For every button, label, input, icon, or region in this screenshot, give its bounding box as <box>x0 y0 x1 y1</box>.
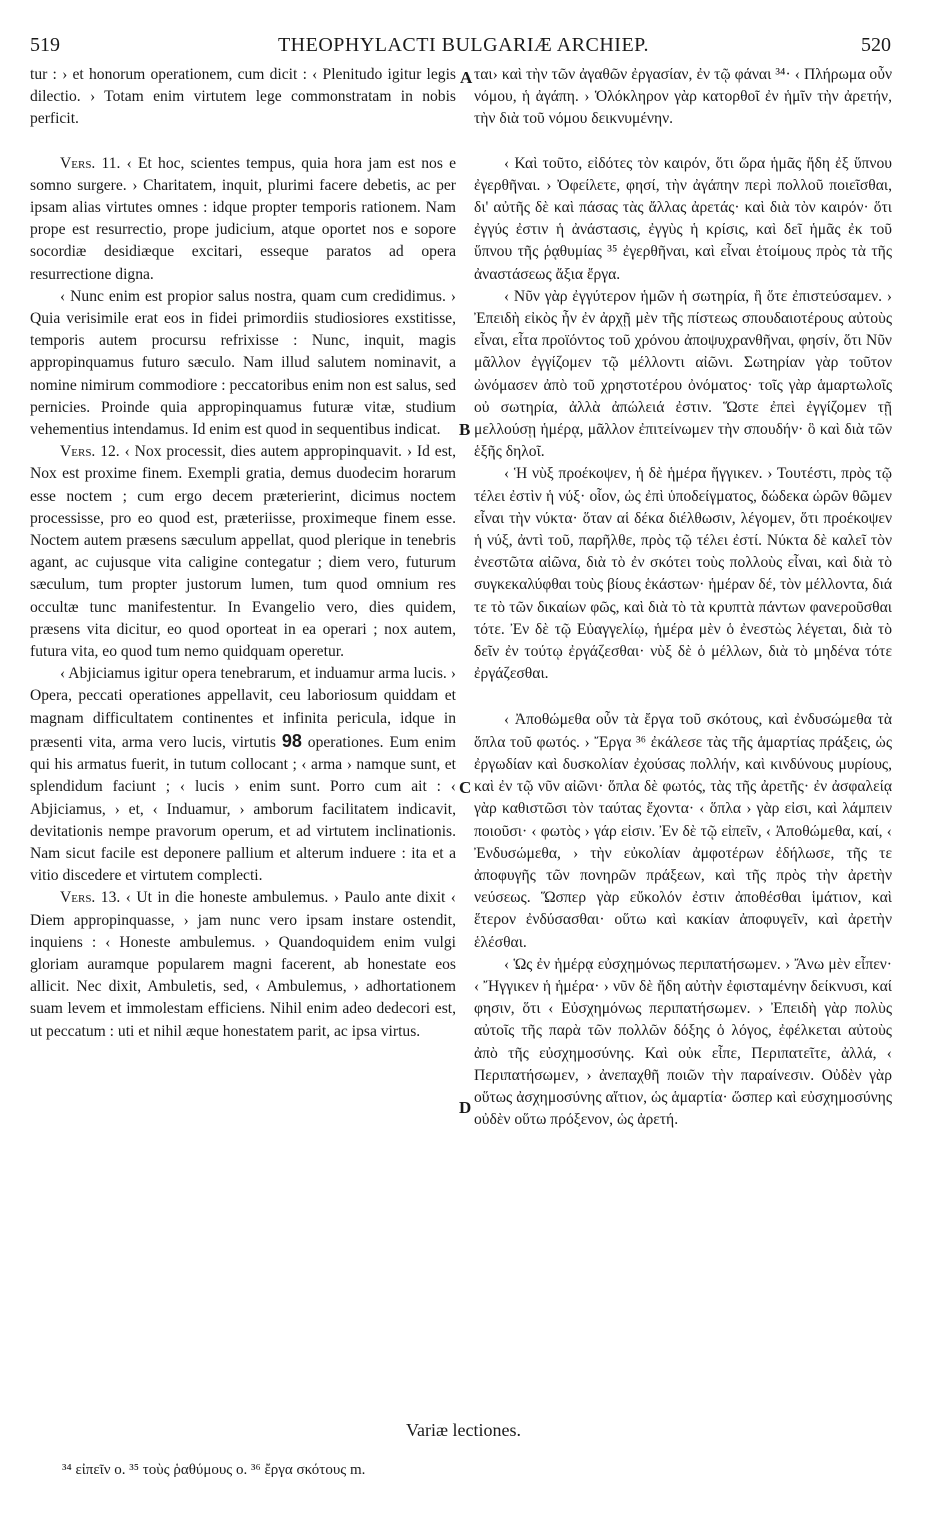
variant-footnotes: ³⁴ εἰπεῖν o. ³⁵ τοὺς ῥαθύμους o. ³⁶ ἔργα σκότους m. <box>62 1462 366 1478</box>
greek-paragraph-1: ται› καὶ τὴν τῶν ἀγαθῶν ἐργασίαν, ἐν τῷ φάναι ³⁴· ‹ Πλήρωμα οὖν νόμου, ἡ ἀγάπη. › Ὁλόκληρον γὰρ κατορθοῖ ἐν ἡμῖν τὴν ἀρετήν, τὴν διὰ τοῦ νόμου δεικνυμένην. <box>474 66 892 128</box>
verse-label-13: Vers. 13. <box>60 889 121 907</box>
variae-lectiones-heading: Variæ lectiones. <box>406 1420 521 1440</box>
greek-paragraph-2: ‹ Καὶ τοῦτο, εἰδότες τὸν καιρόν, ὅτι ὥρα ἡμᾶς ἤδη ἐξ ὕπνου ἐγερθῆναι. › Ὀφείλετε, φησί, τὴν ἀγάπην περὶ πολλοῦ ποιεῖσθαι, δι' αὐτῆς δὲ καὶ πάσας τὰς ἄλλας ἀρετάς· καὶ διὰ τὸν καιρόν· ὅτι ἐγγύς ἐστιν ἡ ἀνάστασις, ἐγγὺς ἡ κρίσις, καὶ δεῖ ἡμᾶς ἐκ τοῦ ὕπνου τῆς ῥᾳθυμίας ³⁵ ἐγερθῆναι, καὶ εἶναι ἑτοίμους πρὸς τὰ τῆς ἀναστάσεως ἄξια ἔργα. <box>474 154 892 283</box>
latin-paragraph-6-text: ‹ Ut in die honeste ambulemus. › Paulo ante dixit ‹ Diem appropinquasse, › jam nunc vero ipsam instare ostendit, inquiens : ‹ Honeste ambulemus. › Quandoquidem enim vulgi gloriam auramque popularem magni facerent, ab honestate eos allicit. Nec dixit, Ambuletis, sed, ‹ Ambulemus, › adhortationem suam levem et immolestam efficiens. Nihil enim adeo dedecori est, ut peccatum : uti et nihil æque honestatem parit, ac ipsa virtus. <box>30 889 456 1040</box>
latin-paragraph-4-text: ‹ Nox processit, dies autem appropinquavit. › Id est, Nox est proxime finem. Exempli gratia, demus duodecim horarum esse noctem ; cum ergo decem præterierint, dicimus noctem processisse, pro eo quod est, præteriisse, proximeque finem esse. Noctem autem præsens sæculum appellat, quod plerique in tenebris agant, ac cujusque vita caligine contegatur ; diem vero, futurum sæculum, tum propter justorum lumen, tum quod omnium res occultæ tunc manifestentur. In Evangelio vero, dies quidem, præsens vita dicitur, eo quod oporteat in ea operari ; nox autem, futura vita, eo quod tum nemo quidquam operetur. <box>30 443 456 661</box>
running-title: THEOPHYLACTI BULGARIÆ ARCHIEP. <box>277 34 650 56</box>
greek-paragraph-4: ‹ Ἡ νὺξ προέκοψεν, ἡ δὲ ἡμέρα ἤγγικεν. › Τουτέστι, πρὸς τῷ τέλει ἐστὶν ἡ νύξ· οἷον, ὡς ἐπὶ ὑποδείγματος, δώδεκα ὡρῶν θῶμεν εἶναι τὴν νύκτα· ὅταν αἱ δέκα διέλθωσιν, λέγομεν, ὅτι προέκοψεν ἡ νύξ, ἀντὶ τοῦ, παρῆλθε, πρὸς τῷ τέλει ἐστί. Νύκτα δὲ καλεῖ τὸν ἐνεστῶτα αἰῶνα, διὰ τὸ ἐν σκότει τοὺς πολλοὺς εἶναι, καὶ διὰ τὸ συγκεκαλύφθαι τοὺς βίους ἑκάστων· ἡμέραν δέ, τὸν μέλλοντα, διά τε τὸ τῶν δικαίων φῶς, καὶ διὰ τὸ τὰ κρυπτὰ πάντων φανεροῦσθαι τότε. Ἐν δὲ τῷ Εὐαγγελίῳ, ἡμέρα μὲν ὁ ἐνεστὼς λέγεται, διὰ τὸ δεῖν ἐν τούτῳ ἐργάζεσθαι· νὺξ δὲ ὁ μέλλων, διὰ τὸ μηδένα τότε ἐργάζεσθαι. <box>474 465 892 683</box>
margin-marker-d: D <box>459 1098 472 1117</box>
greek-paragraph-3: ‹ Νῦν γὰρ ἐγγύτερον ἡμῶν ἡ σωτηρία, ἢ ὅτε ἐπιστεύσαμεν. › Ἐπειδὴ εἰκὸς ἦν ἐν ἀρχῇ μὲν τῆς πίστεως σπουδαιοτέρους αὐτοὺς εἶναι, εἶτα προϊόντος τοῦ χρόνου ἀποψυχρανθῆναι, φησίν, ὅτι Νῦν μᾶλλον ἐγγίζομεν τῷ μέλλοντι αἰῶνι. Σωτηρίαν γὰρ τοῦτον ὠνόμασεν ἀπὸ τοῦ χρηστοτέρου ὀνόματος· τοῖς γὰρ ἁμαρτωλοῖς οὐ σωτηρία, ἀλλὰ ἀπώλειά ἐστιν. Ὥστε ἐπεὶ ἐγγίζομεν τῇ μελλούσῃ ἡμέρᾳ, μᾶλλον ἐπιτείνωμεν τὴν σπουδήν· ὃ καὶ διὰ τῶν ἑξῆς δηλοῖ. <box>474 287 892 461</box>
latin-paragraph-4 <box>30 441 456 663</box>
margin-marker-c: C <box>459 778 472 797</box>
latin-paragraph-1: tur : › et honorum operationem, cum dicit : ‹ Plenitudo igitur legis dilectio. › Totam enim virtutem lege commonstratam in nobis perficit. <box>30 66 456 128</box>
greek-paragraph-6: ‹ Ὡς ἐν ἡμέρᾳ εὐσχημόνως περιπατήσωμεν. › Ἄνω μὲν εἶπεν· ‹ Ἤγγικεν ἡ ἡμέρα· › νῦν δὲ ἤδη αὐτὴν ἐφισταμένην δείκνυσι, καί φησιν, ὅτι ‹ Εὐσχημόνως περιπατήσωμεν. › Ἐπειδὴ γὰρ πολὺς αὐτοῖς τῆς παρὰ τῶν πολλῶν δόξης ὁ λόγος, ἐφέλκεται αὐτοὺς ἀπὸ τῆς εὐσχημοσύνης. Καὶ οὐκ εἶπε, Περιπατεῖτε, ἀλλά, ‹ Περιπατήσωμεν, › ἀνεπαχθῆ ποιῶν τὴν παραίνεσιν. Οὐδὲν γὰρ οὕτως ἀσχημοσύνης αἴτιον, ὡς ἁμαρτία· ὥσπερ καὶ εὐσχημοσύνης οὐδὲν οὕτω πρόξενον, ὡς ἀρετή. <box>474 955 892 1129</box>
margin-marker-b: B <box>459 420 471 439</box>
verse-label-11: Vers. 11. <box>60 154 121 172</box>
greek-paragraph-5: ‹ Ἀποθώμεθα οὖν τὰ ἔργα τοῦ σκότους, καὶ ἐνδυσώμεθα τὰ ὅπλα τοῦ φωτός. › Ἔργα ³⁶ ἐκάλεσε τὰς τῆς ἁμαρτίας πράξεις, ὡς ἐργωδίαν καὶ δυσκολίαν ἐχούσας πολλήν, καὶ κινδύνους μυρίους, καὶ ἐν τῷ νῦν αἰῶνι· ὅπλα δὲ φωτός, τὰς τῆς ἀρετῆς· ἐν ἀσφαλείᾳ γὰρ καθιστῶσι τὸν ταύτας ἔχοντα· ‹ ὅπλα › γὰρ εἰσι, καὶ λάμπειν ποιοῦσι· ‹ φωτὸς › γάρ εἰσιν. Ἐν δὲ τῷ εἰπεῖν, ‹ Ἀποθώμεθα, καί, ‹ Ἐνδυσώμεθα, › τὴν εὐκολίαν ἀμφοτέρων ἐδήλωσε, τῆς τε ἀποφυγῆς τῶν πονηρῶν πράξεων, καὶ τῆς πρὸς τὴν ἀρετὴν νεύσεως. Ὥσπερ γὰρ εὔκολόν ἐστιν ἀποθέσθαι ἱμάτιον, καὶ ἕτερον ἐνδύσασθαι· οὕτω καὶ κακίαν ἀποφυγεῖν, καὶ ἀρετὴν ἑλέσθαι. <box>474 711 892 951</box>
greek-column <box>474 64 892 1131</box>
latin-paragraph-5a: ‹ Abjiciamus igitur opera tenebrarum, et induamur arma lucis. › Opera, peccati operationes appellavit, ceu laboriosum quiddam et magnam difficultatem continentes et infinita pericula, idque in præsenti vita, arma vero lucis, virtutis <box>30 665 456 751</box>
latin-paragraph-3: ‹ Nunc enim est propior salus nostra, quam cum credidimus. › Quia verisimile erat eos in fidei primordiis studiosiores exstitisse, temporis autem procursu refrixisse : Nunc, inquit, magis appropinquamus futuro sæculo. Nam illud salutem nominavit, a nomine nimirum commodiore : peccatoribus enim non est salus, sed pernicies. Proinde quia appropinquamus futuræ vitæ, studium vehementius intendamus. Id enim est quod in sequentibus indicat. <box>30 287 456 439</box>
latin-paragraph-5 <box>30 663 456 887</box>
latin-paragraph-6 <box>30 887 456 1042</box>
verse-label-12: Vers. 12. <box>60 443 120 461</box>
left-page-number: 519 <box>30 34 60 56</box>
latin-column <box>30 64 456 1043</box>
latin-paragraph-5b: operationes. Eum enim qui his armatus fuerit, in tutum collocant ; ‹ arma › namque sunt, et splendidum faciunt ; ‹ lucis › enim sunt. Porro cum ait : ‹ Abjiciamus, › et, ‹ Induamur, › amborum facilitatem indicavit, devitationis nempe pravorum operum, et ad virtutem inclinationis. Nam sicut facile est deponere pallium et alterum induere : ita et a vitio discedere et virtutem complecti. <box>30 733 456 885</box>
latin-paragraph-2-text: ‹ Et hoc, scientes tempus, quia hora jam est nos e somno surgere. › Charitatem, inquit, plurimi facere debetis, ac per ipsam alias virtutes omnes : idque propter temporis rationem. Nam prope est resurrectio, prope judicium, atque oportet nos e sopore socordiæ desidiæque excitari, esseque paratos ad opera resurrectione digna. <box>30 154 456 283</box>
latin-paragraph-2 <box>30 153 456 286</box>
page-ref-98: 98 <box>281 730 302 751</box>
right-page-number: 520 <box>861 34 891 56</box>
margin-marker-a: A <box>460 68 473 87</box>
